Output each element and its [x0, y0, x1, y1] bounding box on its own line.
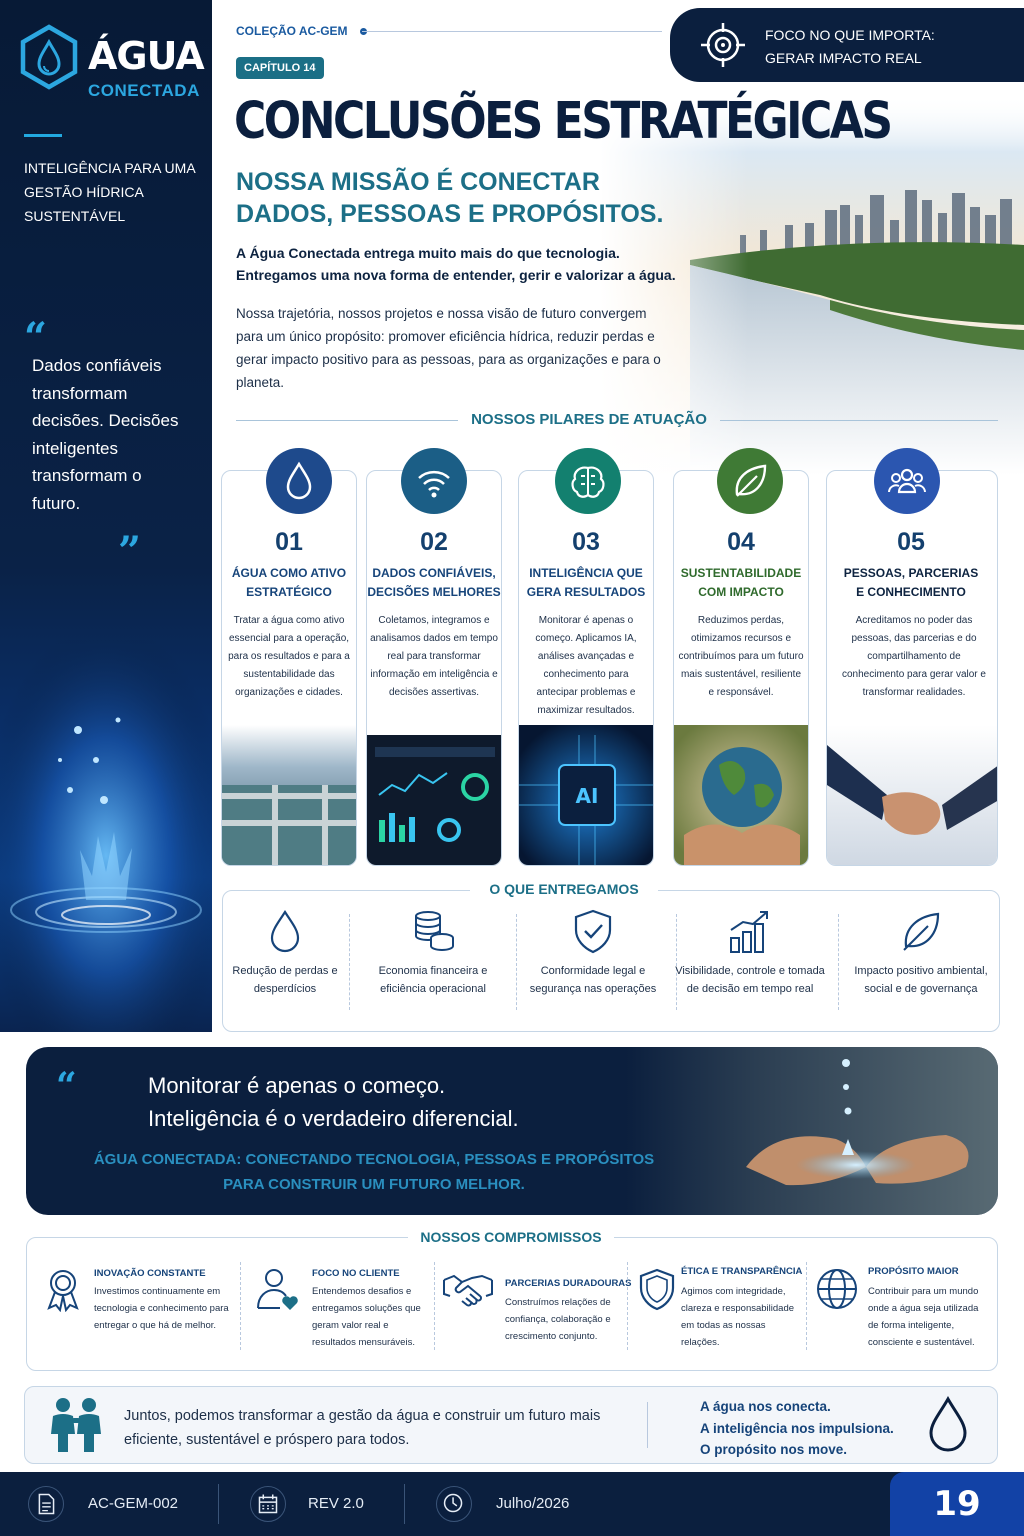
commitment-description: Construímos relações de confiança, colaboração e crescimento conjunto.: [505, 1297, 611, 1342]
brand-title: ÁGUA: [88, 34, 204, 78]
together-motto: [700, 1396, 894, 1461]
handshake-icon: [442, 1266, 494, 1312]
divider: [647, 1402, 648, 1448]
commitment-title: PROPÓSITO MAIOR: [868, 1266, 959, 1277]
quote-icon: “: [56, 1065, 77, 1107]
deliverable-item: [846, 908, 996, 998]
shield-check-icon: [570, 908, 616, 954]
pillar-number: 04: [727, 528, 755, 556]
pillar-number: 01: [275, 528, 303, 556]
water-splash-image: [0, 640, 212, 1032]
divider: [434, 1262, 435, 1350]
page-number: 19: [890, 1472, 1024, 1536]
commitment-title: FOCO NO CLIENTE: [312, 1268, 400, 1279]
divider: [404, 1484, 405, 1524]
deliverable-item: [518, 908, 668, 998]
pillar-description: Monitorar é apenas o começo. Aplicamos IA, análises avançadas e conhecimento para antecipar problemas e maximizar resultados.: [535, 615, 637, 716]
deliverable-item: [358, 908, 508, 998]
document-icon: [28, 1486, 64, 1522]
clock-icon: [436, 1486, 472, 1522]
pillar-title: ÁGUA COMO ATIVO ESTRATÉGICO: [231, 566, 347, 599]
mission-statement: NOSSA MISSÃO É CONECTAR DADOS, PESSOAS E PROPÓSITOS.: [236, 168, 664, 228]
revision: REV 2.0: [308, 1495, 364, 1512]
people-icon: [874, 448, 940, 514]
pillar-number: 02: [420, 528, 448, 556]
divider: [838, 914, 839, 1010]
focus-text: [765, 24, 935, 70]
water-drop-icon: [262, 908, 308, 954]
sidebar: [0, 0, 212, 1032]
coins-icon: [410, 908, 456, 954]
chapter-badge: CAPÍTULO 14: [236, 57, 324, 79]
banner-line-1: Monitorar é apenas o começo.: [148, 1073, 446, 1098]
focus-line-2: GERAR IMPACTO REAL: [765, 50, 922, 66]
divider: [218, 1484, 219, 1524]
commitments-heading: NOSSOS COMPROMISSOS: [408, 1229, 614, 1245]
wifi-icon: [401, 448, 467, 514]
collection-line: [362, 31, 662, 32]
quote-banner: [26, 1047, 998, 1215]
deliverable-label: Impacto positivo ambiental, social e de governança: [854, 965, 988, 995]
commitment-description: Investimos continuamente em tecnologia e conhecimento para entregar o que há de melhor.: [94, 1286, 229, 1331]
pillars-heading-line-right: [720, 420, 998, 421]
quote-close-icon: ”: [118, 528, 142, 575]
ai-chip-image: [519, 725, 654, 865]
divider: [349, 914, 350, 1010]
globe-in-hands-image: [674, 725, 809, 865]
svg-text:AI: AI: [575, 784, 599, 808]
globe-icon: [814, 1266, 860, 1312]
pillar-title: SUSTENTABILIDADE COM IMPACTO: [680, 566, 802, 599]
pillar-description: Coletamos, integramos e analisamos dados em tempo real para transformar informação em inteligência e decisões assertivas.: [370, 615, 498, 698]
pillar-title: INTELIGÊNCIA QUE GERA RESULTADOS: [526, 566, 646, 599]
brain-icon: [555, 448, 621, 514]
water-drop-icon: [266, 448, 332, 514]
date: Julho/2026: [496, 1495, 570, 1512]
divider: [240, 1262, 241, 1350]
target-icon: [698, 20, 748, 70]
deliverables-heading: O QUE ENTREGAMOS: [470, 881, 658, 897]
award-ribbon-icon: [40, 1266, 86, 1312]
body-paragraph: Nossa trajetória, nossos projetos e nossa visão de futuro convergem para um único propósito: promover eficiência hídrica, reduzir perdas e gerar impacto positivo para as pessoas, para as organizações e para o planeta.: [236, 306, 661, 390]
collection-label: COLEÇÃO AC-GEM: [236, 24, 348, 38]
deliverable-item: [210, 908, 360, 998]
commitment-description: Contribuir para um mundo onde a água seja utilizada de forma inteligente, consciente e sustentável.: [868, 1286, 979, 1348]
dashboard-monitor-image: [367, 725, 502, 865]
lead-paragraph: A Água Conectada entrega muito mais do que tecnologia. Entregamos uma nova forma de entender, gerir e valorizar a água.: [236, 245, 676, 283]
divider: [24, 134, 62, 137]
leaf-icon: [717, 448, 783, 514]
quote-open-icon: “: [24, 314, 48, 361]
deliverable-label: Economia financeira e eficiência operacional: [378, 965, 488, 995]
commitment-description: Entendemos desafios e entregamos soluções que geram valor real e resultados mensuráveis.: [312, 1286, 421, 1348]
pillar-description: Acreditamos no poder das pessoas, das parcerias e do compartilhamento de conhecimento para gerar valor e transformar realidades.: [842, 615, 986, 698]
pillar-number: 03: [572, 528, 600, 556]
water-drop-icon: [926, 1396, 970, 1454]
deliverable-label: Conformidade legal e segurança nas operações: [529, 965, 657, 995]
together-text: Juntos, podemos transformar a gestão da água e construir um futuro mais eficiente, sustentável e próspero para todos.: [124, 1408, 601, 1448]
page-title: CONCLUSÕES ESTRATÉGICAS: [234, 92, 891, 151]
pillar-description: Tratar a água como ativo essencial para a operação, para os resultados e para a sustentabilidade das organizações e cidades.: [228, 615, 350, 698]
deliverable-item: [675, 908, 825, 998]
calendar-icon: [250, 1486, 286, 1522]
pillars-heading: NOSSOS PILARES DE ATUAÇÃO: [471, 411, 707, 428]
water-treatment-image: [222, 725, 357, 865]
commitment-title: PARCERIAS DURADOURAS: [505, 1278, 632, 1289]
divider: [627, 1262, 628, 1350]
deliverable-label: Redução de perdas e desperdícios: [232, 965, 338, 995]
divider: [516, 914, 517, 1010]
commitment-title: INOVAÇÃO CONSTANTE: [94, 1268, 206, 1279]
sidebar-quote: Dados confiáveis transformam decisões. Decisões inteligentes transformam o futuro.: [32, 356, 179, 513]
motto-line-1: A água nos conecta.: [700, 1399, 831, 1414]
banner-line-2: Inteligência é o verdadeiro diferencial.: [148, 1106, 519, 1131]
motto-line-3: O propósito nos move.: [700, 1442, 848, 1457]
banner-headline: [148, 1069, 519, 1135]
handshake-image: [827, 725, 998, 865]
focus-line-1: FOCO NO QUE IMPORTA:: [765, 27, 935, 43]
focus-banner: [670, 8, 1024, 82]
brand-tagline: INTELIGÊNCIA PARA UMA GESTÃO HÍDRICA SUSTENTÁVEL: [24, 160, 195, 224]
pillars-heading-line-left: [236, 420, 458, 421]
growth-chart-icon: [727, 908, 773, 954]
doc-code: AC-GEM-002: [88, 1495, 179, 1512]
water-in-hands-image: [626, 1047, 998, 1215]
user-heart-icon: [254, 1266, 300, 1312]
deliverable-label: Visibilidade, controle e tomada de decisão em tempo real: [675, 965, 825, 995]
pillar-description: Reduzimos perdas, otimizamos recursos e contribuímos para um futuro mais sustentável, resiliente e responsável.: [678, 615, 804, 698]
banner-subtitle: ÁGUA CONECTADA: CONECTANDO TECNOLOGIA, PESSOAS E PROPÓSITOS PARA CONSTRUIR UM FUTURO MELHOR.: [93, 1151, 655, 1193]
pillar-title: PESSOAS, PARCERIAS E CONHECIMENTO: [843, 566, 979, 599]
motto-line-2: A inteligência nos impulsiona.: [700, 1420, 894, 1436]
leaf-icon: [898, 908, 944, 954]
people-together-icon: [48, 1396, 104, 1452]
brand-subtitle: CONECTADA: [88, 81, 200, 100]
pillar-number: 05: [897, 528, 925, 556]
divider: [806, 1262, 807, 1350]
water-drop-logo-icon: [20, 24, 78, 90]
commitment-description: Agimos com integridade, clareza e responsabilidade em todas as nossas relações.: [681, 1286, 795, 1348]
pillar-title: DADOS CONFIÁVEIS, DECISÕES MELHORES: [367, 566, 501, 599]
shield-icon: [634, 1266, 680, 1312]
commitment-title: ÉTICA E TRANSPARÊNCIA: [681, 1266, 803, 1277]
